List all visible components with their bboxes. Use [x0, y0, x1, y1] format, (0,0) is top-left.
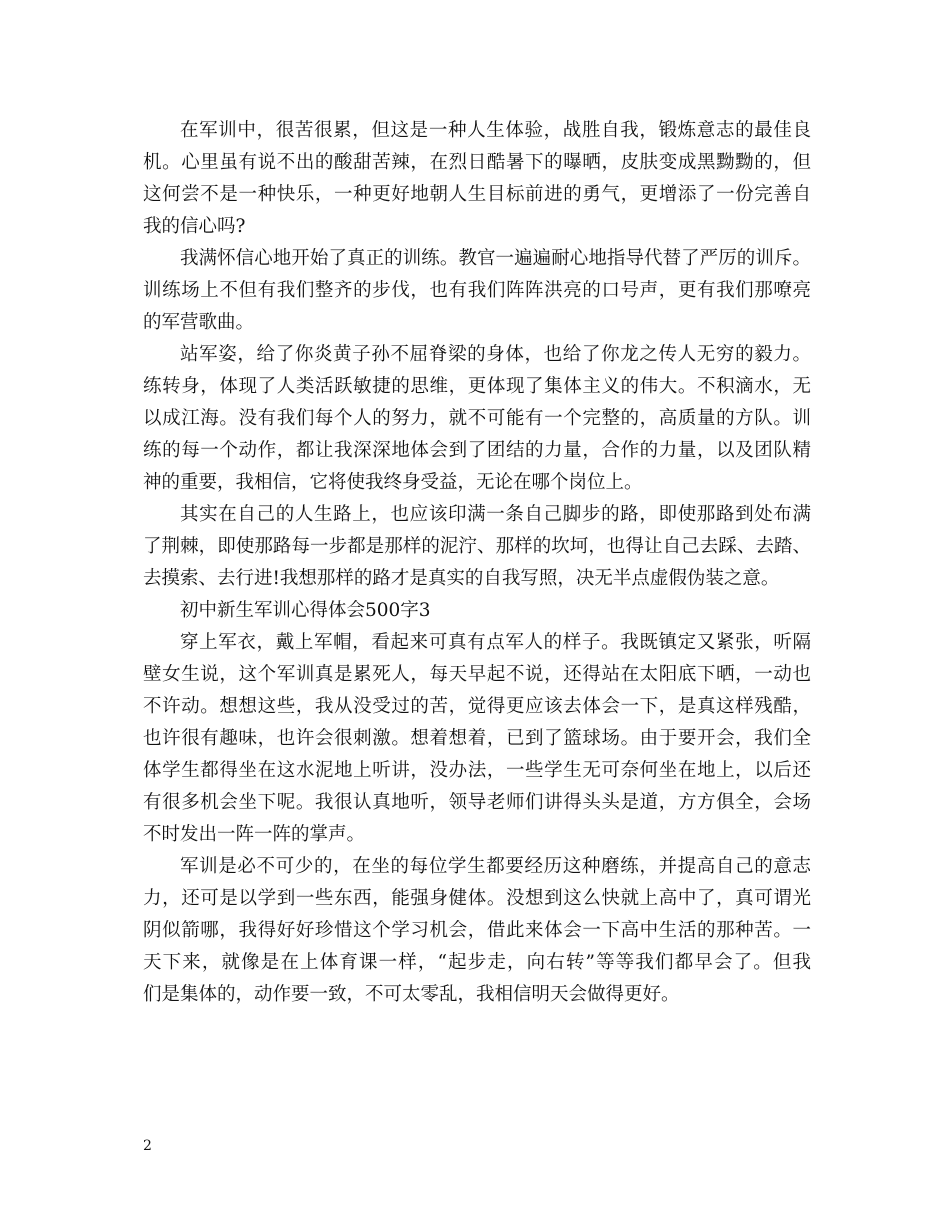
text-line: 练转身，体现了人类活跃敏捷的思维，更体现了集体主义的伟大。不积滴水，无 [143, 376, 811, 397]
paragraph [143, 627, 811, 851]
text-line: 我的信心吗? [143, 216, 246, 237]
paragraph [143, 115, 811, 243]
text-line: 也许很有趣味，也许会很刺激。想着想着，已到了篮球场。由于要开会，我们全 [143, 728, 811, 749]
text-line: 去摸索、去行进!我想那样的路才是真实的自我写照，决无半点虚假伪装之意。 [143, 568, 780, 589]
page-number: 2 [143, 1138, 152, 1154]
text-line: 穿上军衣，戴上军帽，看起来可真有点军人的样子。我既镇定又紧张，听隔 [180, 632, 811, 653]
paragraph [143, 499, 811, 595]
body-text [143, 115, 811, 1011]
text-line: 了荆棘，即使那路每一步都是那样的泥泞、那样的坎坷，也得让自己去踩、去踏、 [143, 536, 811, 557]
paragraph [143, 595, 811, 627]
text-line: 体学生都得坐在这水泥地上听讲，没办法，一些学生无可奈何坐在地上，以后还 [143, 760, 811, 781]
text-line: 其实在自己的人生路上，也应该印满一条自己脚步的路，即使那路到处布满 [180, 504, 811, 525]
text-line: 有很多机会坐下呢。我很认真地听，领导老师们讲得头头是道，方方俱全，会场 [143, 792, 811, 813]
text-line: 的军营歌曲。 [143, 312, 255, 333]
text-line: 们是集体的，动作要一致，不可太零乱，我相信明天会做得更好。 [143, 984, 680, 1005]
text-line: 以成江海。没有我们每个人的努力，就不可能有一个完整的，高质量的方队。训 [143, 408, 811, 429]
text-line: 站军姿，给了你炎黄子孙不屈脊梁的身体，也给了你龙之传人无穷的毅力。 [180, 344, 811, 365]
paragraph [143, 243, 811, 339]
text-line: 壁女生说，这个军训真是累死人，每天早起不说，还得站在太阳底下晒，一动也 [143, 664, 811, 685]
text-line: 力，还可是以学到一些东西，能强身健体。没想到这么快就上高中了，真可谓光 [143, 888, 811, 909]
text-line: 在军训中，很苦很累，但这是一种人生体验，战胜自我，锻炼意志的最佳良 [180, 120, 811, 141]
text-line: 不许动。想想这些，我从没受过的苦，觉得更应该去体会一下，是真这样残酷， [143, 696, 811, 717]
text-line: 我满怀信心地开始了真正的训练。教官一遍遍耐心地指导代替了严厉的训斥。 [180, 248, 811, 269]
text-line: 天下来，就像是在上体育课一样，“起步走，向右转”等等我们都早会了。但我 [143, 952, 811, 973]
text-line: 训练场上不但有我们整齐的步伐，也有我们阵阵洪亮的口号声，更有我们那嘹亮 [143, 280, 811, 301]
text-line: 不时发出一阵一阵的掌声。 [143, 824, 366, 845]
paragraph [143, 851, 811, 1011]
text-line: 练的每一个动作，都让我深深地体会到了团结的力量，合作的力量，以及团队精 [143, 440, 811, 461]
paragraph [143, 339, 811, 499]
text-line: 初中新生军训心得体会500字3 [180, 600, 431, 621]
text-line: 机。心里虽有说不出的酸甜苦辣，在烈日酷暑下的曝晒，皮肤变成黑黝黝的，但 [143, 152, 811, 173]
text-line: 神的重要，我相信，它将使我终身受益，无论在哪个岗位上。 [143, 472, 643, 493]
text-line: 这何尝不是一种快乐，一种更好地朝人生目标前进的勇气，更增添了一份完善自 [143, 184, 811, 205]
text-line: 军训是必不可少的，在坐的每位学生都要经历这种磨练，并提高自己的意志 [180, 856, 811, 877]
text-line: 阴似箭哪，我得好好珍惜这个学习机会，借此来体会一下高中生活的那种苦。一 [143, 920, 811, 941]
